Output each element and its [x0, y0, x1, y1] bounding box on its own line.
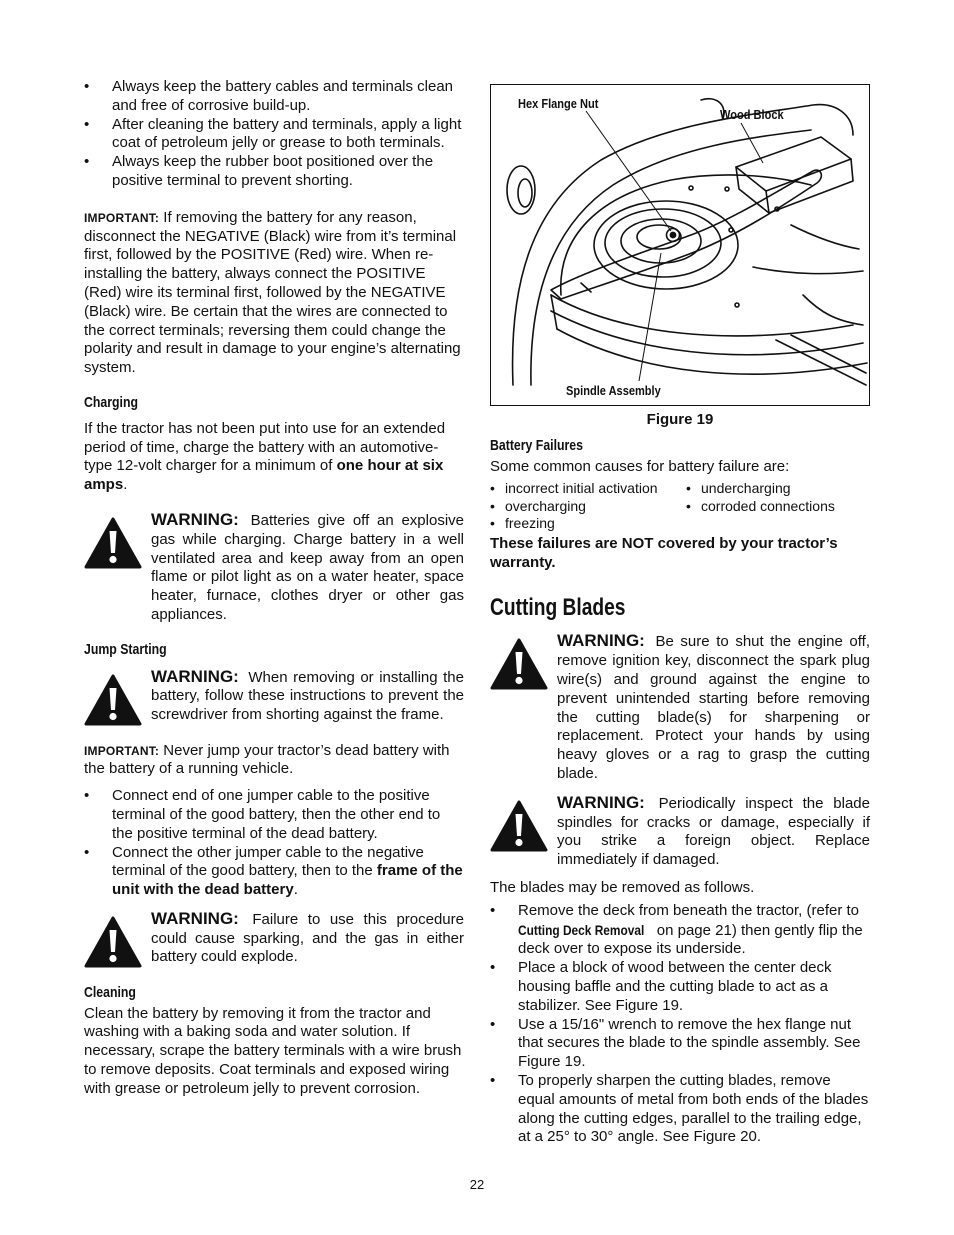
- charging-text: [84, 420, 464, 495]
- list-item-text: Remove the deck from beneath the tractor, (refer to: [518, 901, 860, 919]
- important-text: If removing the battery for any reason, disconnect the NEGATIVE (Black) wire from it’s terminal first, followed by the POSITIVE (Red) wire. When re-installing the battery, always connect the POSITIVE (Red) wire its terminal first, followed by the NEGATIVE (Black) wire. Be certain that the wires are connected to the correct terminals; reversing them could change the polarity and result in damage to your engine’s alternating system.: [84, 208, 461, 377]
- warning-text: [151, 511, 464, 625]
- deck-underside-illustration: [491, 85, 870, 406]
- list-item-text: Connect the other jumper cable to the negative terminal of the good battery, then to the: [112, 843, 424, 880]
- right-column: [490, 84, 870, 1147]
- label-hex-flange-nut: Hex Flange Nut: [518, 96, 599, 111]
- list-item: • Always keep the rubber boot positioned over the positive terminal to prevent shorting.: [84, 153, 464, 191]
- warning-body: Periodically inspect the blade spindles for cracks or damage, especially if you strike a foreign object. Replace immediately if damaged.: [557, 794, 870, 869]
- battery-care-list: [84, 78, 464, 191]
- blade-removal-steps: [490, 902, 870, 1147]
- warning-text: [151, 910, 464, 967]
- charging-heading: Charging: [84, 393, 138, 411]
- figure-19-deck-diagram: [490, 84, 870, 406]
- important-note-removal: [84, 209, 464, 378]
- jump-steps-list: [84, 787, 464, 900]
- list-item: • After cleaning the battery and terminals, apply a light coat of petroleum jelly or grease to both terminals.: [84, 116, 464, 154]
- warning-label: WARNING:: [557, 631, 645, 651]
- battery-failures-heading: Battery Failures: [490, 436, 583, 454]
- warning-triangle-icon: [84, 916, 142, 968]
- important-text: Never jump your tractor’s dead battery with the battery of a running vehicle.: [84, 741, 450, 778]
- sparking-warning: [84, 910, 464, 968]
- warning-label: WARNING:: [151, 666, 239, 686]
- list-item-bold: frame of the unit with the dead battery: [112, 862, 463, 899]
- cutting-deck-removal-ref: Cutting Deck Removal: [518, 921, 645, 938]
- charging-text-bold: one hour at six amps: [84, 457, 444, 494]
- charging-text-end: .: [123, 476, 128, 494]
- battery-failures-list: [490, 480, 870, 533]
- blade-removal-warning: [490, 632, 870, 783]
- cleaning-heading: Cleaning: [84, 983, 136, 1001]
- list-item: • overcharging: [490, 498, 686, 516]
- charging-warning: [84, 511, 464, 625]
- list-item-end: .: [293, 881, 298, 899]
- list-item: • Connect end of one jumper cable to the positive terminal of the good battery, then the other end to the positive terminal of the dead battery.: [84, 787, 464, 843]
- charging-text-part: If the tractor has not been put into use for an extended period of time, charge the battery with an automotive-type 12-volt charger for a minimum of: [84, 419, 446, 475]
- warning-triangle-icon: [84, 517, 142, 569]
- list-item: • Place a block of wood between the center deck housing baffle and the cutting blade to act as a stabilizer. See Figure 19.: [490, 959, 870, 1015]
- warning-triangle-icon: [84, 674, 142, 726]
- spindle-inspection-warning: [490, 794, 870, 870]
- warning-body: Failure to use this procedure could cause sparking, and the gas in either battery could explode.: [151, 910, 464, 966]
- failures-column-2: [686, 480, 870, 533]
- warning-label: WARNING:: [151, 908, 239, 928]
- warning-body: When removing or installing the battery, follow these instructions to prevent the screwdriver from shorting against the frame.: [151, 668, 464, 724]
- battery-failures-intro: Some common causes for battery failure are:: [490, 457, 790, 475]
- important-label: IMPORTANT:: [84, 743, 160, 758]
- warning-label: WARNING:: [557, 792, 645, 812]
- warning-body: Be sure to shut the engine off, remove ignition key, disconnect the spark plug wire(s) and ground against the engine to prevent unintended starting before removing the cutting blade(s) for sharpening or replacement. Protect your hands by using heavy gloves or a rag to grasp the cutting blade.: [557, 633, 870, 783]
- list-item: • undercharging: [686, 480, 870, 498]
- warranty-note: These failures are NOT covered by your tractor’s warranty.: [490, 534, 838, 571]
- warning-text: [557, 794, 870, 870]
- list-item: [490, 902, 870, 959]
- list-item: • freezing: [490, 515, 686, 533]
- warning-text: [151, 668, 464, 725]
- list-item: • Use a 15/16" wrench to remove the hex flange nut that secures the blade to the spindle assembly. See Figure 19.: [490, 1016, 870, 1072]
- left-column: [84, 78, 464, 1099]
- list-item: • To properly sharpen the cutting blades, remove equal amounts of metal from both ends of the blades along the cutting edges, parallel to the trailing edge, at a 25° to 30° angle. See Figure 20.: [490, 1072, 870, 1147]
- list-item-end: on page 21) then gently flip the deck over to expose its underside.: [518, 921, 863, 958]
- warning-body: Batteries give off an explosive gas while charging. Charge battery in a well ventilated area and keep away from an open flame or pilot light as on a water heater, space heater, furnace, clothes dryer or other gas appliances.: [151, 511, 464, 623]
- list-item: • Always keep the battery cables and terminals clean and free of corrosive build-up.: [84, 78, 464, 116]
- warning-text: [557, 632, 870, 783]
- list-item: [84, 844, 464, 900]
- jump-warning: [84, 668, 464, 726]
- cleaning-text: Clean the battery by removing it from the tractor and washing with a baking soda and water solution. If necessary, scrape the battery terminals with a wire brush to remove deposits. Coat terminals and exposed wiring with grease or petroleum jelly to prevent corrosion.: [84, 1004, 462, 1097]
- label-wood-block: Wood Block: [720, 107, 784, 122]
- page-number: 22: [469, 1177, 485, 1192]
- label-spindle-assembly: Spindle Assembly: [566, 383, 661, 398]
- warning-label: WARNING:: [151, 509, 239, 529]
- failures-column-1: [490, 480, 686, 533]
- warning-triangle-icon: [490, 800, 548, 852]
- blade-removal-intro: The blades may be removed as follows.: [490, 879, 755, 897]
- important-note-jump: [84, 742, 464, 780]
- figure-caption: Figure 19: [646, 411, 714, 428]
- warning-triangle-icon: [490, 638, 548, 690]
- jump-starting-heading: Jump Starting: [84, 640, 167, 658]
- important-label: IMPORTANT:: [84, 210, 160, 225]
- cutting-blades-heading: Cutting Blades: [490, 594, 626, 622]
- list-item: • corroded connections: [686, 498, 870, 516]
- list-item: • incorrect initial activation: [490, 480, 686, 498]
